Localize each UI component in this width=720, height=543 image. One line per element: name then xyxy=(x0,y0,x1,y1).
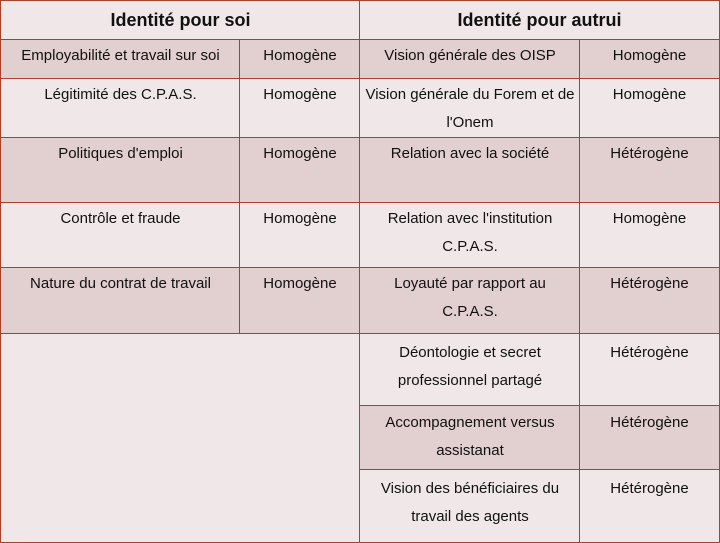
soi-value: Homogène xyxy=(239,267,361,335)
soi-label: Légitimité des C.P.A.S. xyxy=(0,78,241,139)
soi-label: Employabilité et travail sur soi xyxy=(0,39,241,80)
autrui-label: Vision des bénéficiaires du travail des agents xyxy=(359,469,581,543)
soi-label: Nature du contrat de travail xyxy=(0,267,241,335)
soi-value: Homogène xyxy=(239,78,361,139)
soi-value: Homogène xyxy=(239,137,361,204)
header-identite-pour-soi: Identité pour soi xyxy=(0,0,361,41)
autrui-value: Homogène xyxy=(579,202,720,269)
autrui-label: Loyauté par rapport au C.P.A.S. xyxy=(359,267,581,335)
autrui-label: Déontologie et secret professionnel partagé xyxy=(359,333,581,407)
empty-cell xyxy=(0,333,361,543)
autrui-label: Accompagnement versus assistanat xyxy=(359,405,581,471)
autrui-value: Hétérogène xyxy=(579,405,720,471)
soi-value: Homogène xyxy=(239,202,361,269)
autrui-value: Hétérogène xyxy=(579,267,720,335)
soi-label: Contrôle et fraude xyxy=(0,202,241,269)
autrui-value: Hétérogène xyxy=(579,137,720,204)
header-identite-pour-autrui: Identité pour autrui xyxy=(359,0,720,41)
autrui-value: Hétérogène xyxy=(579,469,720,543)
autrui-value: Homogène xyxy=(579,78,720,139)
autrui-value: Homogène xyxy=(579,39,720,80)
soi-value: Homogène xyxy=(239,39,361,80)
autrui-label: Vision générale des OISP xyxy=(359,39,581,80)
autrui-label: Relation avec l'institution C.P.A.S. xyxy=(359,202,581,269)
autrui-label: Relation avec la société xyxy=(359,137,581,204)
autrui-label: Vision générale du Forem et de l'Onem xyxy=(359,78,581,139)
autrui-value: Hétérogène xyxy=(579,333,720,407)
soi-label: Politiques d'emploi xyxy=(0,137,241,204)
